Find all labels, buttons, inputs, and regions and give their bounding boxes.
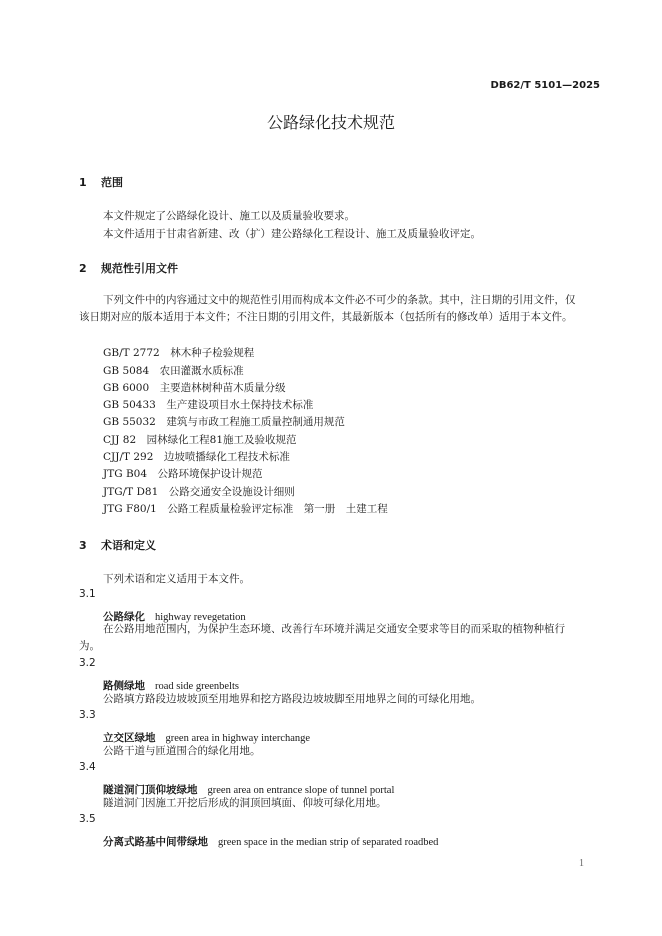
reference-title: 生产建设项目水土保持技术标准	[166, 399, 314, 411]
section-number: 2	[79, 262, 87, 275]
reference-code: CJJ/T 292	[103, 451, 154, 463]
term-number: 3.5	[79, 813, 96, 825]
reference-item	[103, 466, 263, 481]
term-definition: 在公路用地范围内，为保护生态环境、改善行车环境并满足交通安全要求等目的而采取的植物种植行为。	[79, 623, 565, 652]
paragraph: 本文件规定了公路绿化设计、施工以及质量验收要求。	[103, 210, 355, 222]
reference-code: GB 6000	[103, 382, 150, 394]
reference-title: 边坡喷播绿化工程技术标准	[163, 451, 290, 463]
reference-item	[103, 484, 295, 499]
section-1-heading	[79, 174, 123, 190]
reference-title: 林木种子检验规程	[170, 347, 255, 359]
reference-item	[103, 363, 244, 378]
reference-code: GB/T 2772	[103, 347, 160, 359]
section-number: 1	[79, 176, 87, 189]
term-definition: 公路干道与匝道围合的绿化用地。	[103, 745, 261, 757]
reference-item	[103, 414, 345, 429]
term-number: 3.3	[79, 709, 96, 721]
standard-number: DB62/T 5101—2025	[490, 80, 600, 91]
reference-title: 公路环境保护设计规范	[157, 468, 263, 480]
term-number: 3.4	[79, 761, 96, 773]
reference-title: 公路工程质量检验评定标准 第一册 土建工程	[167, 503, 388, 515]
term-number: 3.2	[79, 657, 96, 669]
reference-item	[103, 380, 286, 395]
section-number: 3	[79, 539, 87, 552]
section-title: 术语和定义	[101, 539, 156, 552]
section-3-heading	[79, 537, 156, 553]
reference-title: 公路交通安全设施设计细则	[168, 486, 295, 498]
term-zh: 隧道洞门顶仰坡绿地	[103, 784, 198, 796]
reference-item	[103, 449, 290, 464]
reference-code: JTG/T D81	[103, 486, 159, 498]
page-title: 公路绿化技术规范	[266, 113, 395, 132]
term-zh: 路侧绿地	[103, 680, 145, 692]
term-en: green area in highway interchange	[165, 733, 311, 744]
term-zh: 公路绿化	[103, 611, 145, 623]
section-title: 范围	[101, 176, 123, 189]
page-number: 1	[579, 858, 584, 869]
reference-item	[103, 345, 254, 360]
term-zh: 分离式路基中间带绿地	[103, 836, 208, 848]
section-title: 规范性引用文件	[101, 262, 178, 275]
term-definition: 隧道洞门因施工开挖后形成的洞顶回填面、仰坡可绿化用地。	[103, 797, 387, 809]
reference-title: 农田灌溉水质标准	[159, 365, 244, 377]
reference-item	[103, 397, 313, 412]
reference-code: CJJ 82	[103, 434, 137, 446]
term-number: 3.1	[79, 588, 96, 600]
section-2-heading	[79, 260, 178, 276]
term-en: road side greenbelts	[155, 681, 239, 692]
paragraph: 下列文件中的内容通过文中的规范性引用而构成本文件必不可少的条款。其中，注日期的引用文件，仅该日期对应的版本适用于本文件；不注日期的引用文件，其最新版本（包括所有的修改单）适用于本文件。	[79, 294, 576, 323]
reference-code: GB 5084	[103, 365, 150, 377]
paragraph: 本文件适用于甘肃省新建、改（扩）建公路绿化工程设计、施工及质量验收评定。	[103, 228, 481, 240]
term-en: highway revegetation	[155, 612, 246, 623]
term-en: green area on entrance slope of tunnel portal	[207, 785, 395, 796]
term-zh: 立交区绿地	[103, 732, 156, 744]
reference-item	[103, 501, 388, 516]
paragraph: 下列术语和定义适用于本文件。	[103, 573, 250, 585]
reference-code: JTG B04	[103, 468, 148, 480]
reference-title: 主要造林树种苗木质量分级	[159, 382, 286, 394]
reference-code: GB 50433	[103, 399, 156, 411]
reference-title: 建筑与市政工程施工质量控制通用规范	[166, 416, 345, 428]
term-heading	[103, 830, 438, 849]
reference-item	[103, 432, 297, 447]
reference-code: GB 55032	[103, 416, 156, 428]
term-definition: 公路填方路段边坡坡顶至用地界和挖方路段边坡坡脚至用地界之间的可绿化用地。	[103, 693, 481, 705]
reference-title: 园林绿化工程81施工及验收规范	[146, 434, 297, 446]
reference-code: JTG F80/1	[103, 503, 157, 515]
term-en: green space in the median strip of separated roadbed	[218, 837, 439, 848]
